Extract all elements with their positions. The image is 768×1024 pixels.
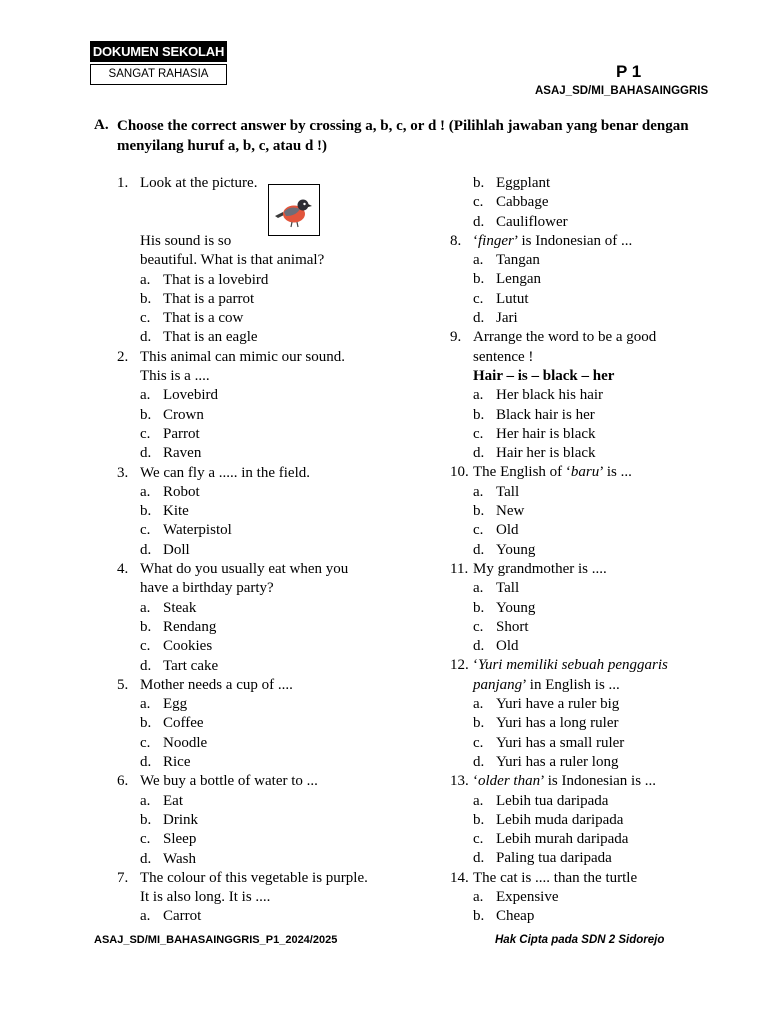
option-letter: b.	[473, 271, 485, 288]
option-b[interactable]	[450, 599, 750, 618]
question-7	[117, 869, 437, 888]
option-text: Noodle	[163, 734, 208, 751]
document-label: DOKUMEN SEKOLAH	[90, 41, 227, 62]
option-text: Wash	[163, 850, 196, 867]
option-letter: c.	[473, 194, 484, 211]
option-text: That is an eagle	[163, 329, 258, 346]
option-text: Doll	[163, 541, 190, 558]
option-letter: a.	[473, 792, 484, 809]
option-text: Crown	[163, 406, 204, 423]
option-text: Lebih murah daripada	[496, 831, 629, 848]
option-letter: a.	[140, 271, 151, 288]
option-a[interactable]	[117, 599, 437, 618]
option-c[interactable]	[450, 425, 750, 444]
left-column	[117, 174, 437, 927]
option-text: Raven	[163, 445, 202, 462]
option-text: Kite	[163, 503, 189, 520]
question-term: baru	[570, 464, 600, 481]
option-a[interactable]	[450, 695, 750, 714]
question-text: Mother needs a cup of ....	[140, 676, 293, 693]
option-d[interactable]	[450, 849, 750, 868]
option-c[interactable]	[450, 290, 750, 309]
option-text: Parrot	[163, 425, 200, 442]
option-text: Lutut	[496, 290, 529, 307]
option-letter: d.	[473, 445, 485, 462]
option-letter: d.	[473, 213, 485, 230]
question-text: We can fly a ..... in the field.	[140, 464, 310, 481]
option-text: Hair her is black	[496, 445, 596, 462]
question-text: ’ is ...	[599, 464, 632, 481]
option-letter: a.	[473, 888, 484, 905]
question-number: 8.	[450, 232, 462, 249]
option-letter: a.	[140, 483, 151, 500]
question-text: sentence !	[473, 348, 534, 365]
option-letter: c.	[140, 638, 151, 655]
question-number: 13.	[450, 773, 469, 790]
option-b[interactable]	[450, 502, 750, 521]
option-b[interactable]	[117, 290, 437, 309]
right-column	[450, 174, 750, 927]
question-number: 10.	[450, 464, 469, 481]
question-text: The colour of this vegetable is purple.	[140, 869, 368, 886]
footer-code: ASAJ_SD/MI_BAHASAINGGRIS_P1_2024/2025	[94, 934, 338, 946]
question-text: We buy a bottle of water to ...	[140, 773, 318, 790]
option-letter: c.	[140, 734, 151, 751]
option-text: Jari	[496, 310, 518, 327]
question-12	[450, 656, 750, 675]
option-letter: d.	[140, 445, 152, 462]
option-letter: c.	[473, 290, 484, 307]
question-4	[117, 560, 437, 579]
option-letter: b.	[140, 811, 152, 828]
option-text: Young	[496, 541, 536, 558]
option-a[interactable]	[450, 386, 750, 405]
question-number: 4.	[117, 561, 129, 578]
question-number: 7.	[117, 869, 129, 886]
question-text: Look at the picture.	[140, 175, 258, 191]
question-term: finger	[478, 232, 514, 249]
option-letter: a.	[140, 908, 151, 925]
option-text: Expensive	[496, 888, 559, 905]
option-letter: a.	[473, 252, 484, 269]
option-letter: c.	[473, 831, 484, 848]
option-text: Yuri has a ruler long	[496, 753, 619, 770]
question-10	[450, 463, 750, 482]
section-letter: A.	[94, 117, 109, 133]
option-a[interactable]	[117, 907, 437, 926]
option-d[interactable]	[117, 850, 437, 869]
option-letter: b.	[140, 290, 152, 307]
question-1-header	[117, 174, 437, 232]
option-c[interactable]	[117, 734, 437, 753]
question-text: ’ in English is ...	[522, 676, 620, 693]
option-letter: d.	[140, 657, 152, 674]
question-2	[117, 348, 437, 367]
option-b[interactable]	[450, 270, 750, 289]
question-number: 3.	[117, 464, 129, 481]
question-9	[450, 328, 750, 347]
question-text: It is also long. It is ....	[140, 889, 271, 906]
option-text: Robot	[163, 483, 200, 500]
question-text: This is a ....	[140, 368, 210, 385]
question-text: ’ is Indonesian of ...	[513, 232, 633, 249]
option-b[interactable]	[117, 618, 437, 637]
option-d[interactable]	[117, 444, 437, 463]
option-letter: b.	[473, 503, 485, 520]
option-c[interactable]	[117, 309, 437, 328]
option-letter: d.	[473, 310, 485, 327]
option-letter: d.	[140, 329, 152, 346]
option-b[interactable]	[450, 174, 750, 193]
option-letter: a.	[140, 696, 151, 713]
question-number: 2.	[117, 348, 129, 365]
question-text: The English of ‘	[473, 464, 571, 481]
option-a[interactable]	[450, 792, 750, 811]
question-6	[117, 772, 437, 791]
option-text: Carrot	[163, 908, 202, 925]
option-a[interactable]	[117, 271, 437, 290]
bird-icon	[269, 185, 319, 235]
option-letter: b.	[473, 175, 485, 191]
option-b[interactable]	[450, 714, 750, 733]
option-letter: a.	[140, 599, 151, 616]
option-a[interactable]	[117, 386, 437, 405]
option-d[interactable]	[117, 541, 437, 560]
option-letter: b.	[140, 715, 152, 732]
option-text: New	[496, 503, 525, 520]
quote-mark: ‘	[473, 232, 478, 249]
option-letter: c.	[473, 522, 484, 539]
question-text: This animal can mimic our sound.	[140, 348, 345, 365]
option-d[interactable]	[117, 657, 437, 676]
option-text: Paling tua daripada	[496, 850, 612, 867]
option-d[interactable]	[450, 637, 750, 656]
option-a[interactable]	[450, 483, 750, 502]
option-text: Eggplant	[496, 175, 551, 191]
option-letter: b.	[473, 811, 485, 828]
option-b[interactable]	[117, 714, 437, 733]
option-letter: c.	[140, 831, 151, 848]
subject-code: ASAJ_SD/MI_BAHASAINGGRIS	[535, 85, 709, 97]
option-c[interactable]	[450, 734, 750, 753]
option-letter: a.	[140, 792, 151, 809]
option-a[interactable]	[450, 251, 750, 270]
option-b[interactable]	[450, 907, 750, 926]
option-text: Old	[496, 522, 519, 539]
option-letter: a.	[473, 696, 484, 713]
quote-mark: ‘	[473, 773, 478, 790]
footer-copyright: Hak Cipta pada SDN 2 Sidorejo	[495, 934, 665, 946]
question-5	[117, 676, 437, 695]
option-text: Short	[496, 618, 529, 635]
option-letter: b.	[140, 618, 152, 635]
question-13	[450, 772, 750, 791]
scrambled-words: Hair – is – black – her	[473, 367, 615, 384]
option-c[interactable]	[450, 193, 750, 212]
option-c[interactable]	[450, 521, 750, 540]
option-letter: a.	[473, 483, 484, 500]
question-text: His sound is so	[140, 233, 232, 249]
option-text: Tall	[496, 483, 520, 500]
option-c[interactable]	[117, 637, 437, 656]
option-text: Yuri has a small ruler	[496, 734, 625, 751]
option-c[interactable]	[117, 830, 437, 849]
option-text: Drink	[163, 811, 198, 828]
option-a[interactable]	[117, 792, 437, 811]
option-text: Sleep	[163, 831, 197, 848]
option-letter: b.	[473, 715, 485, 732]
option-letter: d.	[473, 638, 485, 655]
question-11	[450, 560, 750, 579]
option-a[interactable]	[117, 695, 437, 714]
option-text: That is a lovebird	[163, 271, 269, 288]
option-text: Tall	[496, 580, 520, 597]
option-text: Cheap	[496, 908, 535, 925]
option-text: Coffee	[163, 715, 204, 732]
option-letter: d.	[140, 754, 152, 771]
option-text: That is a cow	[163, 310, 244, 327]
option-a[interactable]	[117, 483, 437, 502]
option-b[interactable]	[117, 502, 437, 521]
option-text: Lebih muda daripada	[496, 811, 624, 828]
option-c[interactable]	[117, 425, 437, 444]
option-text: Cauliflower	[496, 213, 568, 230]
option-letter: c.	[140, 310, 151, 327]
question-text: have a birthday party?	[140, 580, 274, 597]
question-number: 12.	[450, 657, 469, 674]
option-text: Eat	[163, 792, 183, 809]
option-d[interactable]	[450, 213, 750, 232]
paper-code: P 1	[616, 62, 642, 81]
option-d[interactable]	[450, 753, 750, 772]
option-letter: d.	[140, 541, 152, 558]
option-letter: d.	[473, 541, 485, 558]
option-d[interactable]	[117, 328, 437, 347]
question-text: The cat is .... than the turtle	[473, 869, 638, 886]
option-letter: b.	[473, 599, 485, 616]
question-text: My grandmother is ....	[473, 560, 607, 577]
question-number: 14.	[450, 869, 469, 886]
option-b[interactable]	[450, 406, 750, 425]
option-letter: d.	[473, 850, 485, 867]
option-d[interactable]	[450, 309, 750, 328]
option-text: That is a parrot	[163, 290, 255, 307]
question-term: panjang	[473, 676, 523, 693]
question-text-continued	[450, 676, 750, 695]
question-number: 11.	[450, 560, 469, 577]
option-text: Cookies	[163, 638, 213, 655]
question-number: 9.	[450, 329, 462, 346]
option-b[interactable]	[117, 811, 437, 830]
option-c[interactable]	[450, 830, 750, 849]
option-text: Yuri have a ruler big	[496, 696, 620, 713]
section-instruction: Choose the correct answer by crossing a, b, c, or d ! (Pilihlah jawaban yang benar dengan menyilang huruf a, b, c, atau d !)	[117, 118, 689, 154]
option-letter: d.	[473, 753, 485, 770]
option-letter: a.	[140, 387, 151, 404]
option-d[interactable]	[450, 444, 750, 463]
option-d[interactable]	[117, 753, 437, 772]
option-letter: a.	[473, 580, 484, 597]
question-3	[117, 464, 437, 483]
option-d[interactable]	[450, 541, 750, 560]
option-b[interactable]	[450, 811, 750, 830]
option-text: Rice	[163, 754, 191, 771]
option-text: Her black his hair	[496, 387, 604, 404]
option-text: Tangan	[496, 252, 540, 269]
question-8	[450, 232, 750, 251]
option-text: Old	[496, 638, 519, 655]
option-text: Young	[496, 599, 536, 616]
question-number: 6.	[117, 773, 129, 790]
question-picture	[268, 184, 320, 236]
option-letter: c.	[473, 425, 484, 442]
option-letter: c.	[473, 618, 484, 635]
option-c[interactable]	[117, 521, 437, 540]
option-letter: b.	[473, 406, 485, 423]
option-c[interactable]	[450, 618, 750, 637]
secret-label: SANGAT RAHASIA	[90, 64, 227, 85]
option-text: Lengan	[496, 271, 541, 288]
question-term: older than	[478, 773, 541, 790]
question-text: Arrange the word to be a good	[473, 329, 657, 346]
option-letter: b.	[473, 908, 485, 925]
option-b[interactable]	[117, 406, 437, 425]
question-number: 1.	[117, 175, 129, 191]
option-text: Tart cake	[163, 657, 219, 674]
option-text: Yuri has a long ruler	[496, 715, 619, 732]
option-text: Waterpistol	[163, 522, 232, 539]
question-text: What do you usually eat when you	[140, 561, 349, 578]
option-text: Lebih tua daripada	[496, 792, 609, 809]
option-letter: b.	[140, 503, 152, 520]
option-text: Egg	[163, 696, 188, 713]
option-text: Rendang	[163, 618, 217, 635]
option-text: Lovebird	[163, 387, 218, 404]
option-letter: d.	[140, 850, 152, 867]
question-term: Yuri memiliki sebuah penggaris	[478, 657, 668, 674]
option-a[interactable]	[450, 888, 750, 907]
question-14	[450, 869, 750, 888]
option-letter: a.	[473, 387, 484, 404]
question-number: 5.	[117, 676, 129, 693]
option-text: Cabbage	[496, 194, 549, 211]
option-a[interactable]	[450, 579, 750, 598]
quote-mark: ‘	[473, 657, 478, 674]
option-text: Her hair is black	[496, 425, 596, 442]
option-text: Black hair is her	[496, 406, 595, 423]
option-letter: c.	[140, 522, 151, 539]
option-letter: c.	[473, 734, 484, 751]
option-text: Steak	[163, 599, 197, 616]
option-letter: b.	[140, 406, 152, 423]
option-letter: c.	[140, 425, 151, 442]
question-text: beautiful. What is that animal?	[140, 252, 325, 269]
question-text: ’ is Indonesian is ...	[540, 773, 657, 790]
